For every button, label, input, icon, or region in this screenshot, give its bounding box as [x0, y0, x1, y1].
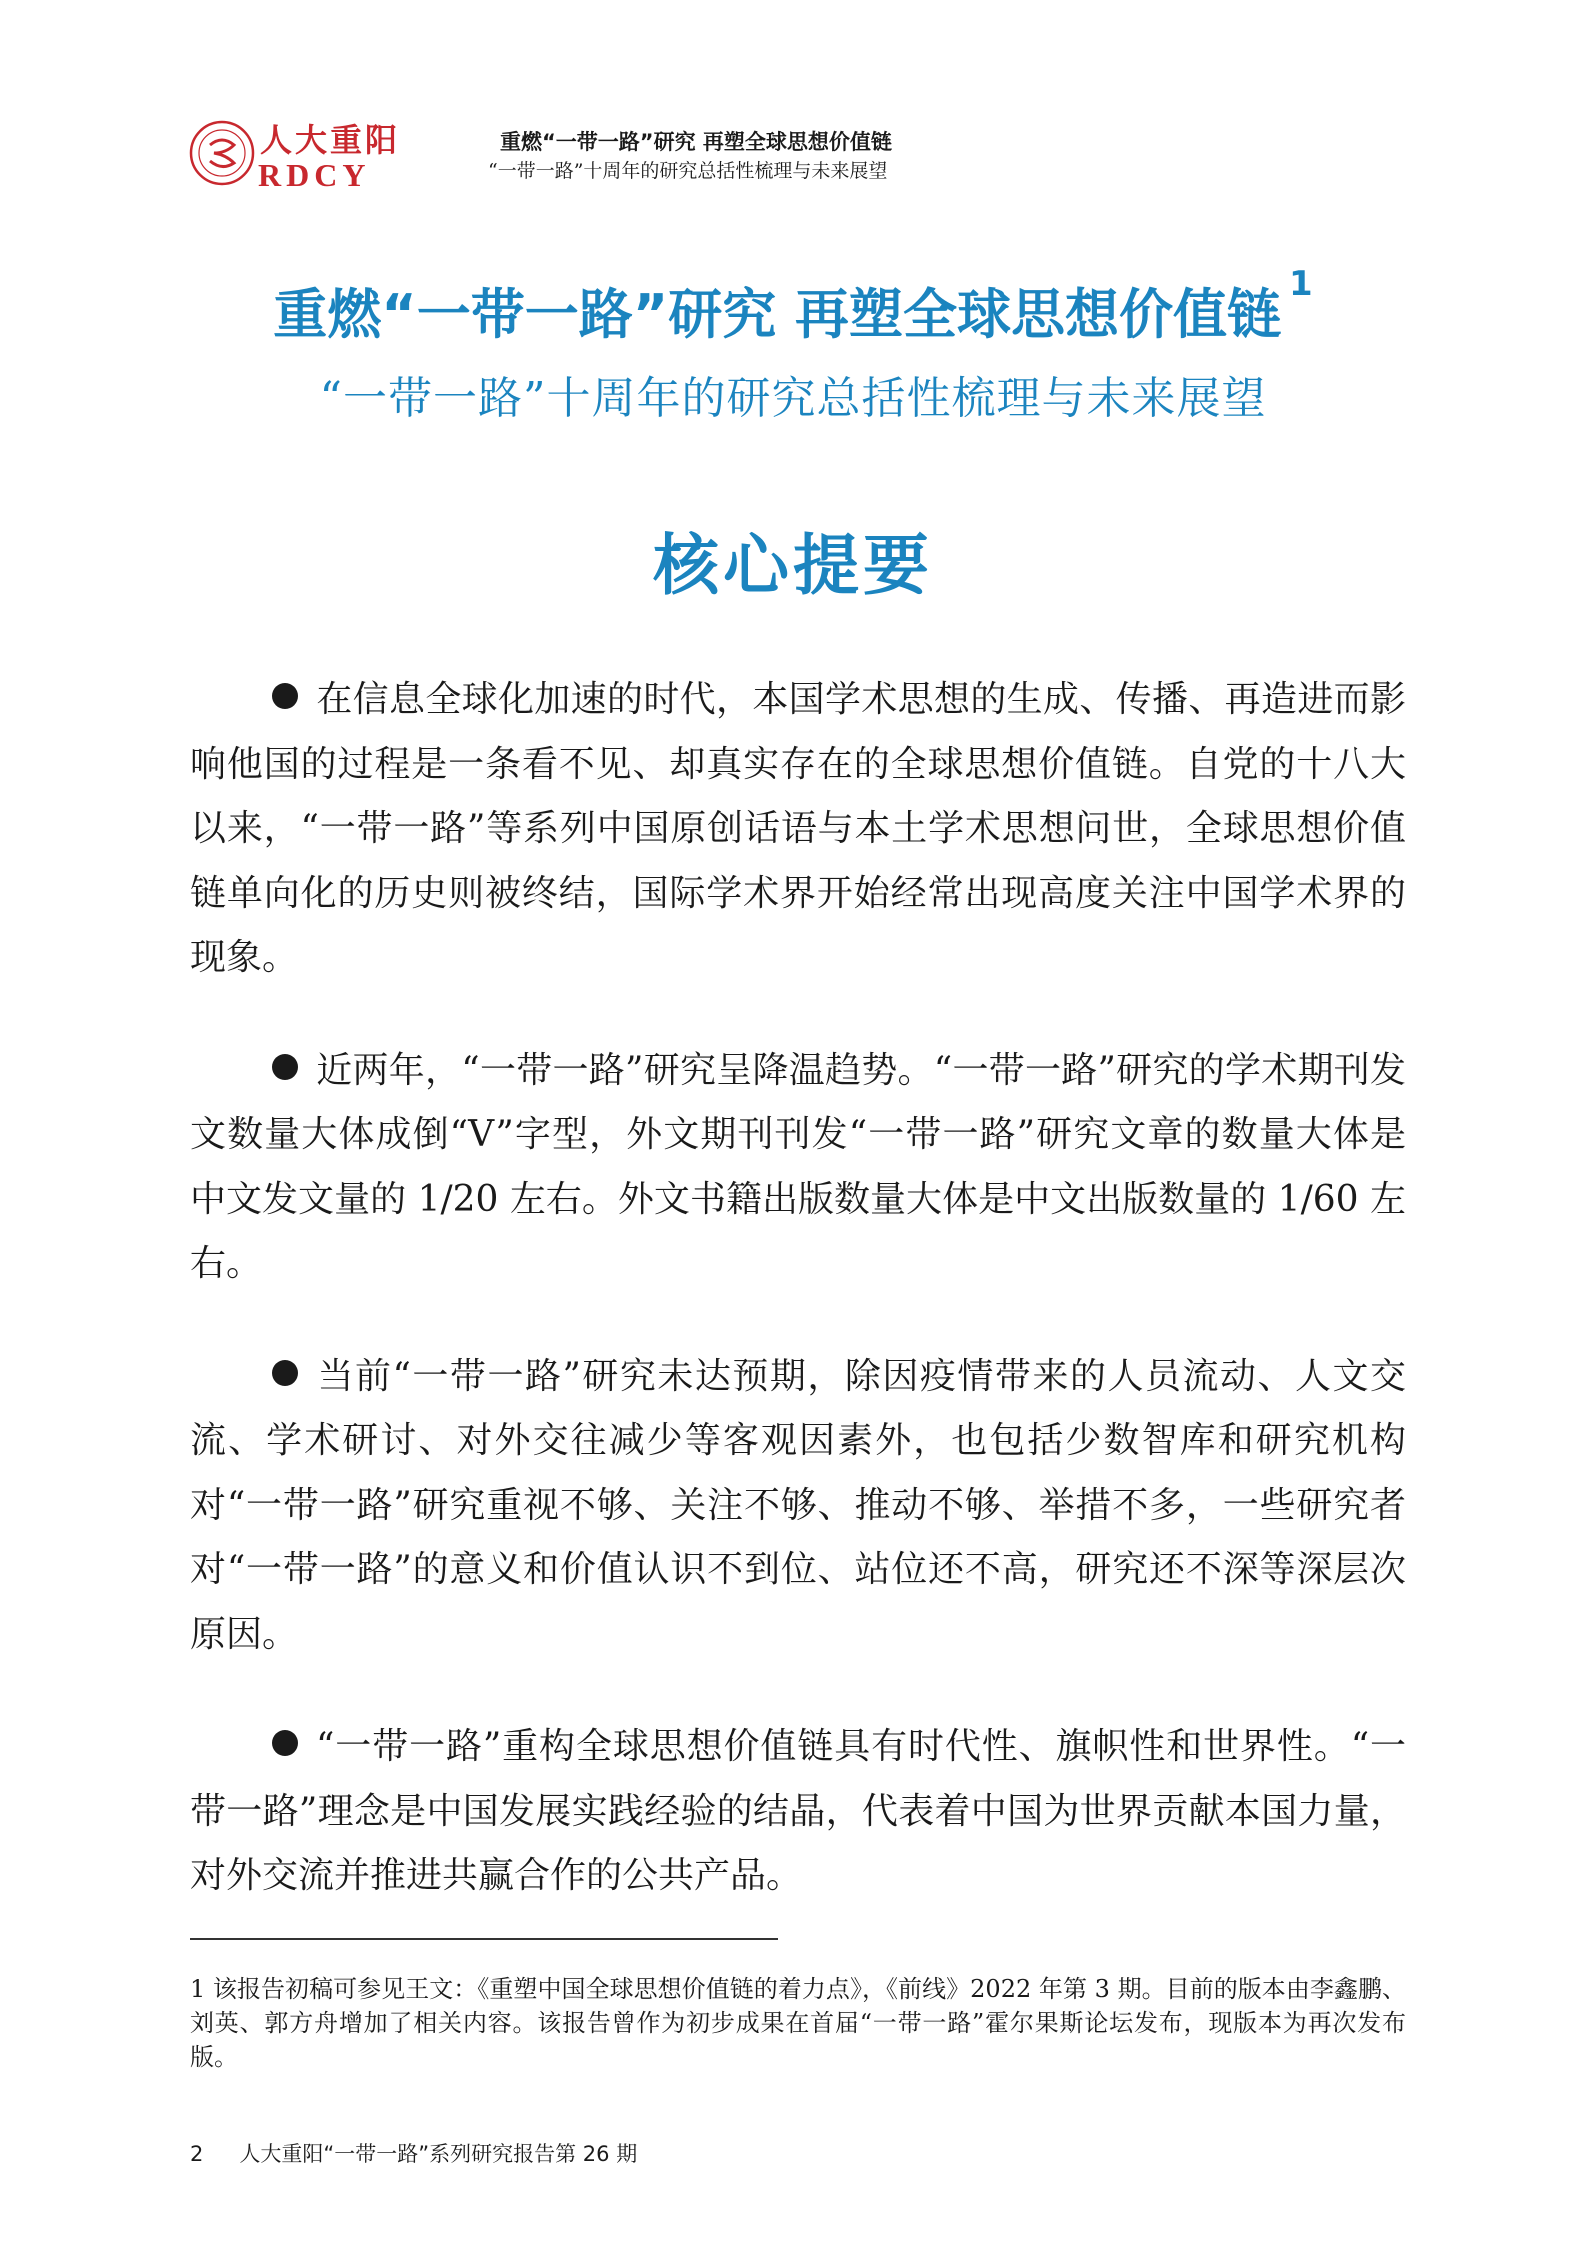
bullet-icon: [272, 1360, 298, 1386]
page-number: 2: [190, 2142, 204, 2166]
summary-paragraph-text: “一带一路”重构全球思想价值链具有时代性、旗帜性和世界性。“一带一路”理念是中国发展实践经验的结晶，代表着中国为世界贡献本国力量，对外交流并推进共赢合作的公共产品。: [190, 1726, 1406, 1896]
summary-paragraph: [190, 1039, 1406, 1297]
logo-english-name: RDCY: [258, 157, 371, 193]
footnote-divider: [190, 1938, 778, 1940]
section-heading: 核心提要: [653, 527, 933, 604]
report-title: [0, 264, 1586, 349]
page-footer: [190, 2138, 637, 2168]
report-title-text: 重燃“一带一路”研究 再塑全球思想价值链: [273, 283, 1282, 346]
summary-paragraph: [190, 668, 1406, 991]
summary-body: [190, 668, 1406, 1957]
running-header-subtitle: “一带一路”十周年的研究总括性梳理与未来展望: [488, 160, 888, 182]
report-subtitle: “一带一路”十周年的研究总括性梳理与未来展望: [319, 373, 1267, 424]
rdcy-seal-icon: [188, 119, 256, 187]
summary-paragraph: [190, 1715, 1406, 1909]
title-footnote-marker: 1: [1289, 264, 1313, 304]
summary-paragraph-text: 在信息全球化加速的时代，本国学术思想的生成、传播、再造进而影响他国的过程是一条看不见、却真实存在的全球思想价值链。自党的十八大以来，“一带一路”等系列中国原创话语与本土学术思想问世，全球思想价值链单向化的历史则被终结，国际学术界开始经常出现高度关注中国学术界的现象。: [190, 679, 1406, 978]
series-label: 人大重阳“一带一路”系列研究报告第 26 期: [239, 2142, 638, 2166]
footnote: 1 该报告初稿可参见王文：《重塑中国全球思想价值链的着力点》，《前线》2022 年第 3 期。目前的版本由李鑫鹏、刘英、郭方舟增加了相关内容。该报告曾作为初步成果在首届“一带一路”霍尔果斯论坛发布，现版本为再次发布版。: [190, 1975, 1406, 2071]
bullet-icon: [272, 683, 298, 709]
summary-paragraph-text: 当前“一带一路”研究未达预期，除因疫情带来的人员流动、人文交流、学术研讨、对外交往减少等客观因素外，也包括少数智库和研究机构对“一带一路”研究重视不够、关注不够、推动不够、举措不多，一些研究者对“一带一路”的意义和价值认识不到位、站位还不高，研究还不深等深层次原因。: [190, 1355, 1406, 1655]
logo-chinese-name: 人大重阳: [260, 121, 401, 159]
summary-paragraph: [190, 1345, 1406, 1668]
bullet-icon: [272, 1730, 298, 1756]
bullet-icon: [272, 1054, 298, 1080]
rdcy-logo: [188, 113, 408, 193]
running-header-title: 重燃“一带一路”研究 再塑全球思想价值链: [500, 130, 892, 154]
summary-paragraph-text: 近两年，“一带一路”研究呈降温趋势。“一带一路”研究的学术期刊发文数量大体成倒“V”字型，外文期刊刊发“一带一路”研究文章的数量大体是中文发文量的 1/20 左右。外文书籍出版数量大体是中文出版数量的 1/60 左右。: [190, 1049, 1406, 1284]
